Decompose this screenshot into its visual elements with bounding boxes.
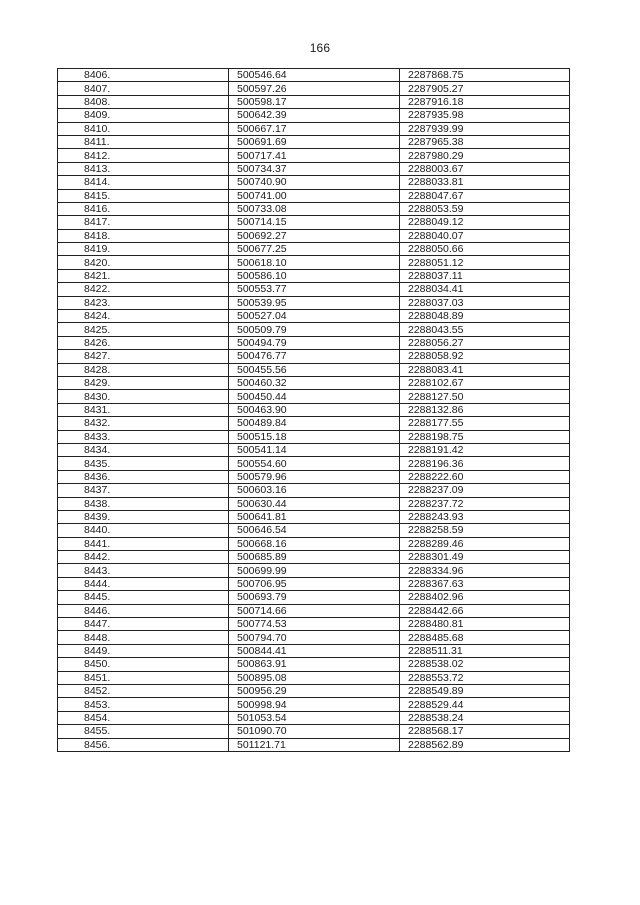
x-coordinate-cell: 500699.99 xyxy=(229,564,400,577)
table-row xyxy=(58,537,570,550)
y-coordinate-cell: 2287980.29 xyxy=(400,149,570,162)
point-number-cell: 8438. xyxy=(58,497,229,510)
point-number-cell: 8428. xyxy=(58,363,229,376)
x-coordinate-cell: 500863.91 xyxy=(229,658,400,671)
table-row xyxy=(58,671,570,684)
table-row xyxy=(58,135,570,148)
point-number-cell: 8408. xyxy=(58,95,229,108)
x-coordinate-cell: 500641.81 xyxy=(229,510,400,523)
table-row xyxy=(58,684,570,697)
table-row xyxy=(58,109,570,122)
x-coordinate-cell: 500733.08 xyxy=(229,202,400,215)
x-coordinate-cell: 500489.84 xyxy=(229,417,400,430)
point-number-cell: 8439. xyxy=(58,510,229,523)
table-row xyxy=(58,577,570,590)
y-coordinate-cell: 2288222.60 xyxy=(400,470,570,483)
x-coordinate-cell: 500603.16 xyxy=(229,484,400,497)
point-number-cell: 8440. xyxy=(58,524,229,537)
point-number-cell: 8423. xyxy=(58,296,229,309)
point-number-cell: 8454. xyxy=(58,711,229,724)
point-number-cell: 8442. xyxy=(58,551,229,564)
y-coordinate-cell: 2288562.89 xyxy=(400,738,570,751)
point-number-cell: 8406. xyxy=(58,69,229,82)
y-coordinate-cell: 2288243.93 xyxy=(400,510,570,523)
y-coordinate-cell: 2288196.36 xyxy=(400,457,570,470)
table-row xyxy=(58,698,570,711)
x-coordinate-cell: 500794.70 xyxy=(229,631,400,644)
x-coordinate-cell: 500734.37 xyxy=(229,162,400,175)
y-coordinate-cell: 2288033.81 xyxy=(400,176,570,189)
x-coordinate-cell: 500956.29 xyxy=(229,684,400,697)
point-number-cell: 8433. xyxy=(58,430,229,443)
point-number-cell: 8445. xyxy=(58,591,229,604)
y-coordinate-cell: 2288177.55 xyxy=(400,417,570,430)
x-coordinate-cell: 500714.66 xyxy=(229,604,400,617)
x-coordinate-cell: 500741.00 xyxy=(229,189,400,202)
y-coordinate-cell: 2288549.89 xyxy=(400,684,570,697)
point-number-cell: 8425. xyxy=(58,323,229,336)
y-coordinate-cell: 2288237.72 xyxy=(400,497,570,510)
x-coordinate-cell: 500455.56 xyxy=(229,363,400,376)
table-row xyxy=(58,310,570,323)
point-number-cell: 8413. xyxy=(58,162,229,175)
table-row xyxy=(58,122,570,135)
y-coordinate-cell: 2288442.66 xyxy=(400,604,570,617)
x-coordinate-cell: 500553.77 xyxy=(229,283,400,296)
point-number-cell: 8417. xyxy=(58,216,229,229)
table-row xyxy=(58,243,570,256)
table-row xyxy=(58,363,570,376)
table-row xyxy=(58,497,570,510)
point-number-cell: 8444. xyxy=(58,577,229,590)
table-row xyxy=(58,591,570,604)
x-coordinate-cell: 501121.71 xyxy=(229,738,400,751)
y-coordinate-cell: 2288402.96 xyxy=(400,591,570,604)
point-number-cell: 8450. xyxy=(58,658,229,671)
y-coordinate-cell: 2288529.44 xyxy=(400,698,570,711)
point-number-cell: 8414. xyxy=(58,176,229,189)
table-row xyxy=(58,269,570,282)
x-coordinate-cell: 500509.79 xyxy=(229,323,400,336)
coordinates-table xyxy=(57,68,570,752)
point-number-cell: 8432. xyxy=(58,417,229,430)
x-coordinate-cell: 500740.90 xyxy=(229,176,400,189)
table-row xyxy=(58,658,570,671)
y-coordinate-cell: 2288003.67 xyxy=(400,162,570,175)
y-coordinate-cell: 2288043.55 xyxy=(400,323,570,336)
x-coordinate-cell: 500706.95 xyxy=(229,577,400,590)
x-coordinate-cell: 500539.95 xyxy=(229,296,400,309)
x-coordinate-cell: 501053.54 xyxy=(229,711,400,724)
point-number-cell: 8424. xyxy=(58,310,229,323)
table-row xyxy=(58,604,570,617)
x-coordinate-cell: 500677.25 xyxy=(229,243,400,256)
point-number-cell: 8419. xyxy=(58,243,229,256)
x-coordinate-cell: 500463.90 xyxy=(229,403,400,416)
y-coordinate-cell: 2288040.07 xyxy=(400,229,570,242)
x-coordinate-cell: 500667.17 xyxy=(229,122,400,135)
point-number-cell: 8449. xyxy=(58,644,229,657)
table-row xyxy=(58,738,570,751)
table-row xyxy=(58,336,570,349)
x-coordinate-cell: 500646.54 xyxy=(229,524,400,537)
table-row xyxy=(58,510,570,523)
page-number: 166 xyxy=(309,41,331,55)
table-row xyxy=(58,644,570,657)
y-coordinate-cell: 2287868.75 xyxy=(400,69,570,82)
y-coordinate-cell: 2288334.96 xyxy=(400,564,570,577)
point-number-cell: 8452. xyxy=(58,684,229,697)
y-coordinate-cell: 2288538.02 xyxy=(400,658,570,671)
point-number-cell: 8456. xyxy=(58,738,229,751)
table-row xyxy=(58,176,570,189)
table-row xyxy=(58,524,570,537)
y-coordinate-cell: 2288191.42 xyxy=(400,443,570,456)
y-coordinate-cell: 2288480.81 xyxy=(400,618,570,631)
point-number-cell: 8437. xyxy=(58,484,229,497)
table-row xyxy=(58,551,570,564)
table-row xyxy=(58,296,570,309)
y-coordinate-cell: 2288237.09 xyxy=(400,484,570,497)
y-coordinate-cell: 2288258.59 xyxy=(400,524,570,537)
x-coordinate-cell: 500717.41 xyxy=(229,149,400,162)
x-coordinate-cell: 500692.27 xyxy=(229,229,400,242)
x-coordinate-cell: 500714.15 xyxy=(229,216,400,229)
y-coordinate-cell: 2288037.03 xyxy=(400,296,570,309)
y-coordinate-cell: 2288051.12 xyxy=(400,256,570,269)
y-coordinate-cell: 2288048.89 xyxy=(400,310,570,323)
table-row xyxy=(58,725,570,738)
table-row xyxy=(58,69,570,82)
y-coordinate-cell: 2288289.46 xyxy=(400,537,570,550)
y-coordinate-cell: 2288553.72 xyxy=(400,671,570,684)
y-coordinate-cell: 2288132.86 xyxy=(400,403,570,416)
table-row xyxy=(58,443,570,456)
point-number-cell: 8409. xyxy=(58,109,229,122)
point-number-cell: 8455. xyxy=(58,725,229,738)
x-coordinate-cell: 500630.44 xyxy=(229,497,400,510)
x-coordinate-cell: 500476.77 xyxy=(229,350,400,363)
y-coordinate-cell: 2288102.67 xyxy=(400,376,570,389)
y-coordinate-cell: 2288049.12 xyxy=(400,216,570,229)
x-coordinate-cell: 500597.26 xyxy=(229,82,400,95)
table-row xyxy=(58,202,570,215)
point-number-cell: 8422. xyxy=(58,283,229,296)
x-coordinate-cell: 500554.60 xyxy=(229,457,400,470)
x-coordinate-cell: 500515.18 xyxy=(229,430,400,443)
table-row xyxy=(58,470,570,483)
x-coordinate-cell: 500844.41 xyxy=(229,644,400,657)
table-row xyxy=(58,484,570,497)
y-coordinate-cell: 2288301.49 xyxy=(400,551,570,564)
table-row xyxy=(58,403,570,416)
y-coordinate-cell: 2288083.41 xyxy=(400,363,570,376)
x-coordinate-cell: 500895.08 xyxy=(229,671,400,684)
point-number-cell: 8426. xyxy=(58,336,229,349)
point-number-cell: 8448. xyxy=(58,631,229,644)
point-number-cell: 8421. xyxy=(58,269,229,282)
point-number-cell: 8451. xyxy=(58,671,229,684)
x-coordinate-cell: 500546.64 xyxy=(229,69,400,82)
table-row xyxy=(58,430,570,443)
table-row xyxy=(58,417,570,430)
point-number-cell: 8429. xyxy=(58,376,229,389)
table-row xyxy=(58,618,570,631)
y-coordinate-cell: 2287916.18 xyxy=(400,95,570,108)
x-coordinate-cell: 500618.10 xyxy=(229,256,400,269)
table-row xyxy=(58,189,570,202)
table-row xyxy=(58,376,570,389)
table-row xyxy=(58,283,570,296)
y-coordinate-cell: 2288198.75 xyxy=(400,430,570,443)
y-coordinate-cell: 2288056.27 xyxy=(400,336,570,349)
x-coordinate-cell: 500586.10 xyxy=(229,269,400,282)
y-coordinate-cell: 2288485.68 xyxy=(400,631,570,644)
point-number-cell: 8431. xyxy=(58,403,229,416)
point-number-cell: 8418. xyxy=(58,229,229,242)
y-coordinate-cell: 2288058.92 xyxy=(400,350,570,363)
y-coordinate-cell: 2288568.17 xyxy=(400,725,570,738)
x-coordinate-cell: 500579.96 xyxy=(229,470,400,483)
x-coordinate-cell: 500527.04 xyxy=(229,310,400,323)
point-number-cell: 8443. xyxy=(58,564,229,577)
y-coordinate-cell: 2288047.67 xyxy=(400,189,570,202)
table-row xyxy=(58,390,570,403)
coordinates-table-body xyxy=(58,69,570,752)
point-number-cell: 8416. xyxy=(58,202,229,215)
x-coordinate-cell: 500598.17 xyxy=(229,95,400,108)
y-coordinate-cell: 2288367.63 xyxy=(400,577,570,590)
x-coordinate-cell: 501090.70 xyxy=(229,725,400,738)
point-number-cell: 8412. xyxy=(58,149,229,162)
x-coordinate-cell: 500685.89 xyxy=(229,551,400,564)
table-row xyxy=(58,564,570,577)
y-coordinate-cell: 2288511.31 xyxy=(400,644,570,657)
y-coordinate-cell: 2288538.24 xyxy=(400,711,570,724)
x-coordinate-cell: 500774.53 xyxy=(229,618,400,631)
x-coordinate-cell: 500541.14 xyxy=(229,443,400,456)
point-number-cell: 8453. xyxy=(58,698,229,711)
table-row xyxy=(58,82,570,95)
point-number-cell: 8447. xyxy=(58,618,229,631)
y-coordinate-cell: 2288034.41 xyxy=(400,283,570,296)
point-number-cell: 8434. xyxy=(58,443,229,456)
table-row xyxy=(58,256,570,269)
y-coordinate-cell: 2287939.99 xyxy=(400,122,570,135)
x-coordinate-cell: 500691.69 xyxy=(229,135,400,148)
point-number-cell: 8436. xyxy=(58,470,229,483)
x-coordinate-cell: 500494.79 xyxy=(229,336,400,349)
y-coordinate-cell: 2288127.50 xyxy=(400,390,570,403)
point-number-cell: 8427. xyxy=(58,350,229,363)
point-number-cell: 8441. xyxy=(58,537,229,550)
x-coordinate-cell: 500460.32 xyxy=(229,376,400,389)
point-number-cell: 8446. xyxy=(58,604,229,617)
table-row xyxy=(58,457,570,470)
point-number-cell: 8435. xyxy=(58,457,229,470)
point-number-cell: 8411. xyxy=(58,135,229,148)
x-coordinate-cell: 500642.39 xyxy=(229,109,400,122)
y-coordinate-cell: 2288037.11 xyxy=(400,269,570,282)
x-coordinate-cell: 500998.94 xyxy=(229,698,400,711)
y-coordinate-cell: 2287965.38 xyxy=(400,135,570,148)
x-coordinate-cell: 500693.79 xyxy=(229,591,400,604)
x-coordinate-cell: 500668.16 xyxy=(229,537,400,550)
y-coordinate-cell: 2287905.27 xyxy=(400,82,570,95)
y-coordinate-cell: 2288053.59 xyxy=(400,202,570,215)
point-number-cell: 8415. xyxy=(58,189,229,202)
table-row xyxy=(58,631,570,644)
y-coordinate-cell: 2287935.98 xyxy=(400,109,570,122)
y-coordinate-cell: 2288050.66 xyxy=(400,243,570,256)
point-number-cell: 8410. xyxy=(58,122,229,135)
point-number-cell: 8407. xyxy=(58,82,229,95)
x-coordinate-cell: 500450.44 xyxy=(229,390,400,403)
point-number-cell: 8430. xyxy=(58,390,229,403)
table-row xyxy=(58,216,570,229)
table-row xyxy=(58,149,570,162)
table-row xyxy=(58,711,570,724)
table-row xyxy=(58,229,570,242)
point-number-cell: 8420. xyxy=(58,256,229,269)
table-row xyxy=(58,95,570,108)
table-row xyxy=(58,323,570,336)
table-row xyxy=(58,162,570,175)
table-row xyxy=(58,350,570,363)
